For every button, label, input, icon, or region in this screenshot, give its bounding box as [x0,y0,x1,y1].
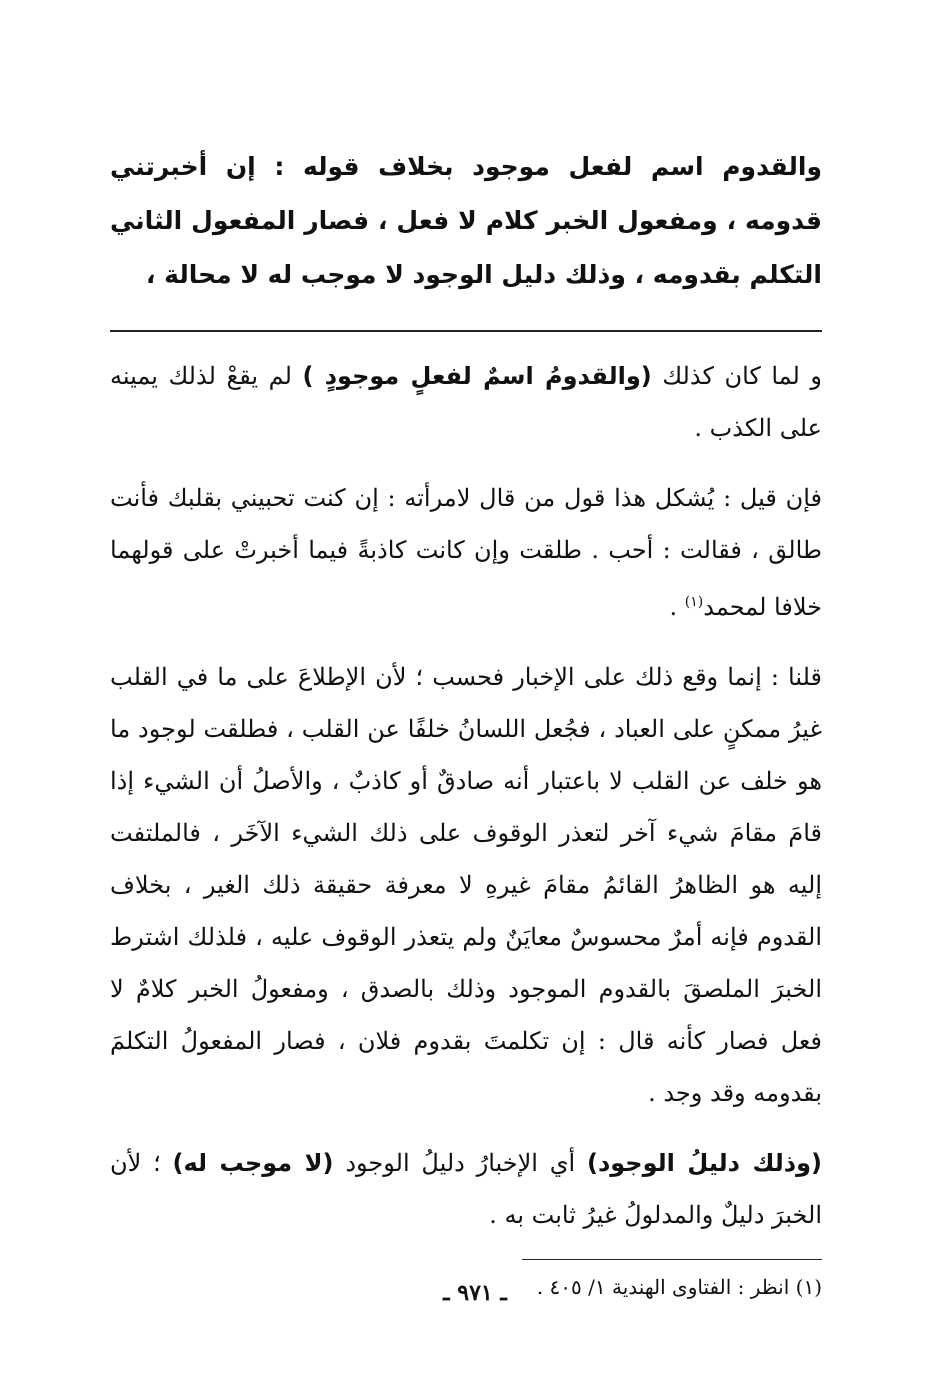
sharh-p1-text-c: لم يقعْ لذلك يمينه على الكذب . [110,362,822,442]
sharh-paragraph-2 [110,472,822,633]
sharh-paragraph-3: قلنا : إنما وقع ذلك على الإخبار فحسب ؛ لأن الإطلاعَ على ما في القلب غيرُ ممكنٍ على العباد ، فجُعل اللسانُ خلفًا عن القلب ، فطلقت لوجود ما هو خلف عن القلب لا باعتبار أنه صادقٌ أو كاذبٌ ، والأصلُ أن الشيء إذا قامَ مقامَ شيء آخر لتعذر الوقوف على ذلك الشيء الآخَر ، فالملتفت إليه هو الظاهرُ القائمُ مقامَ غيرهِ لا معرفة حقيقة ذلك الغير ، بخلاف القدوم فإنه أمرٌ محسوسٌ معايَنٌ ولم يتعذر الوقوف عليه ، فلذلك اشترط الخبرَ الملصقَ بالقدوم الموجود وذلك بالصدق ، ومفعولُ الخبر كلامٌ لا فعل فصار كأنه قال : إن تكلمتَ بقدوم فلان ، فصار المفعولُ التكلمَ بقدومه وقد وجد . [110,663,823,1107]
page-body [110,140,822,1304]
sharh-p1-text-a: و لما كان كذلك [651,362,823,390]
sharh-p4-text-d: ؛ لأن الخبرَ دليلٌ والمدلولُ غيرُ ثابت به . [110,1149,822,1229]
page-number: ـ ٩٧١ ـ [443,1280,507,1306]
sharh-p4-text-b: أي الإخبارُ دليلُ الوجود [333,1149,587,1177]
sharh-paragraph-1 [110,350,822,454]
sharh-p4-quoted-matn-2: (لا موجب له) [172,1149,334,1177]
sharh-paragraph-4 [110,1137,822,1241]
footnote-separator-rule [522,1259,822,1260]
footnote: (١) انظر : الفتاوى الهندية ١/ ٤٠٥ . [536,1275,822,1299]
sharh-p1-quoted-matn: (والقدومُ اسمٌ لفعلٍ موجودٍ ) [302,362,652,390]
sharh-p2-text: فإن قيل : يُشكل هذا قول من قال لامرأته : إن كنت تحبيني بقلبك فأنت طالق ، فقالت : أحب . طلقت وإن كانت كاذبةً فيما أخبرتْ على قولهما خلافا لمحمد [110,484,822,621]
footnote-marker[interactable]: (١) [684,594,704,610]
sharh-p4-quoted-matn-1: (وذلك دليلُ الوجود) [586,1149,823,1177]
matn-text: والقدوم اسم لفعل موجود بخلاف قوله : إن أخبرتني قدومه ، ومفعول الخبر كلام لا فعل ، فصار المفعول الثاني التكلم بقدومه ، وذلك دليل الوجود لا موجب له لا محالة ، [110,152,822,289]
matn-separator-rule [110,330,822,332]
sharh-commentary [110,350,822,1241]
sharh-p2-end: . [669,593,685,621]
